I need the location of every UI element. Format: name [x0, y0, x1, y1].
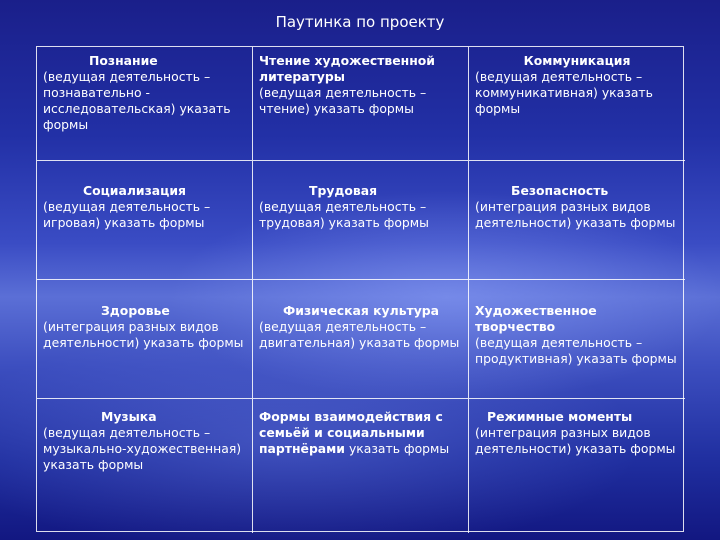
cell-heading: Чтение художественной литературы: [259, 53, 435, 84]
cell-text: (ведущая деятельность – двигательная) указать формы: [259, 319, 460, 350]
cell-heading: Коммуникация: [523, 53, 631, 68]
cell-heading: Художественное творчество: [475, 303, 597, 334]
cell-text: (интеграция разных видов деятельности) указать формы: [475, 199, 676, 230]
cell-health: [37, 280, 253, 399]
cell-heading: Режимные моменты: [487, 409, 633, 424]
page-title: Паутинка по проекту: [275, 13, 445, 31]
cell-communication: [469, 47, 685, 161]
cell-art-creativity: [469, 280, 685, 399]
cell-text: (интеграция разных видов деятельности) указать формы: [475, 425, 676, 456]
cell-heading: Здоровье: [101, 303, 170, 318]
cell-safety: [469, 161, 685, 280]
cell-heading: Безопасность: [511, 183, 609, 198]
cell-text-value: указать формы: [348, 441, 450, 456]
cell-heading: Трудовая: [309, 183, 378, 198]
cell-labor: [253, 161, 469, 280]
cell-text: (ведущая деятельность – чтение) указать формы: [259, 85, 427, 116]
cell-text: (интеграция разных видов деятельности) указать формы: [43, 319, 244, 350]
cell-heading: Познание: [89, 53, 158, 68]
cell-cognition: [37, 47, 253, 161]
cell-heading: Музыка: [101, 409, 157, 424]
project-web-table: [36, 46, 684, 532]
cell-text: [349, 441, 449, 456]
cell-heading: Формы взаимодействия с семьёй и социальными партнёрами: [259, 409, 443, 456]
cell-music: [37, 399, 253, 533]
cell-family-interaction: [253, 399, 469, 533]
cell-socialization: [37, 161, 253, 280]
cell-text: (ведущая деятельность – игровая) указать формы: [43, 199, 211, 230]
cell-text: (ведущая деятельность – трудовая) указать формы: [259, 199, 429, 230]
cell-reading: [253, 47, 469, 161]
cell-routine-moments: [469, 399, 685, 533]
cell-text: (ведущая деятельность – музыкально-художественная) указать формы: [43, 425, 242, 472]
cell-heading: Физическая культура: [283, 303, 440, 318]
cell-heading: Социализация: [83, 183, 186, 198]
cell-physical-culture: [253, 280, 469, 399]
cell-text: (ведущая деятельность – продуктивная) указать формы: [475, 335, 677, 366]
cell-text: (ведущая деятельность – коммуникативная) указать формы: [475, 69, 653, 116]
cell-text: (ведущая деятельность – познавательно - исследовательская) указать формы: [43, 69, 231, 132]
